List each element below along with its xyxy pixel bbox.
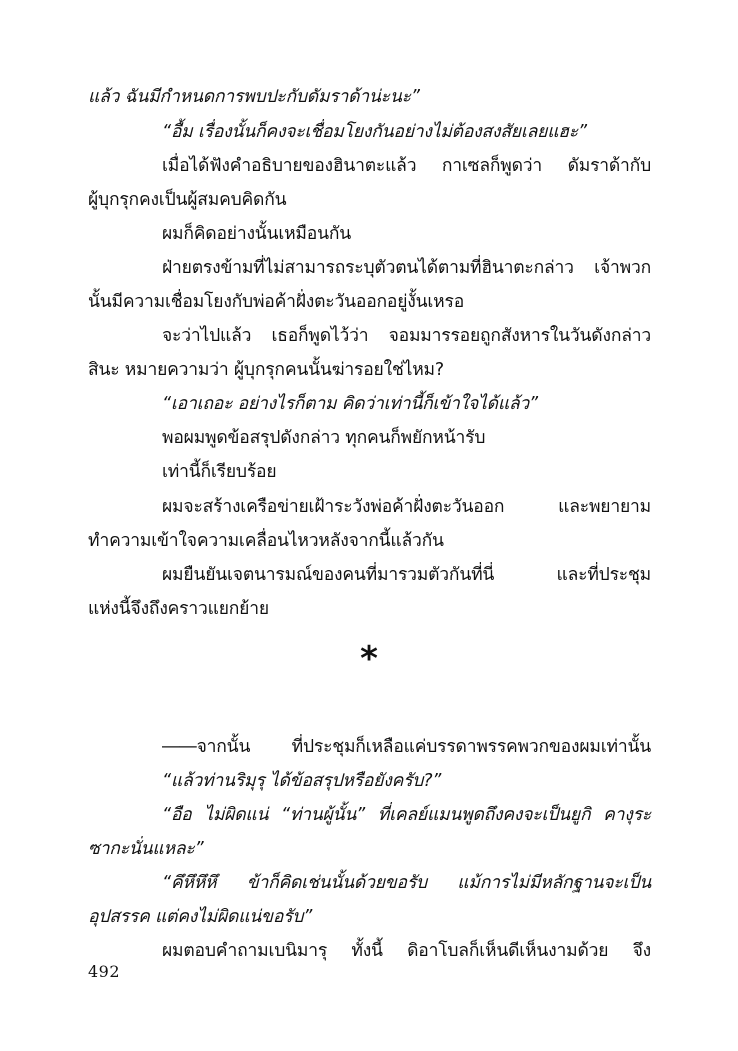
text-line: “คึหึหึหึ ข้าก็คิดเช่นนั้นด้วยขอรับ แม้การไม่มีหลักฐานจะเป็น <box>162 873 651 893</box>
text-line: อุปสรรค แต่คงไม่ผิดแน่ขอรับ” <box>88 907 313 927</box>
text-line: แห่งนี้จึงถึงคราวแยกย้าย <box>88 599 269 619</box>
text-line: ผมจะสร้างเครือข่ายเฝ้าระวังพ่อค้าฝั่งตะวันออก และพยายาม <box>162 497 651 517</box>
text-line: ผมก็คิดอย่างนั้นเหมือนกัน <box>162 224 352 244</box>
text-line: พอผมพูดข้อสรุปดังกล่าว ทุกคนก็พยักหน้ารับ <box>162 428 486 448</box>
text-line: ผมตอบคำถามเบนิมารุ ทั้งนี้ ดิอาโบลก็เห็นดีเห็นงามด้วย จึง <box>162 941 651 961</box>
text-line: “เอาเถอะ อย่างไรก็ตาม คิดว่าเท่านี้ก็เข้าใจได้แล้ว” <box>162 394 538 414</box>
page-number: 492 <box>88 962 121 981</box>
text-line: “อือ ไม่ผิดแน่ “ท่านผู้นั้น” ที่เคลย์แมนพูดถึงคงจะเป็นยูกิ คางุระ <box>162 805 651 825</box>
scene-break-asterisk: * <box>360 639 378 679</box>
text-line: ผู้บุกรุกคงเป็นผู้สมคบคิดกัน <box>88 190 287 210</box>
text-line: ผมยืนยันเจตนารมณ์ของคนที่มารวมตัวกันที่นี่ และที่ประชุม <box>162 565 651 585</box>
text-line: ทำความเข้าใจความเคลื่อนไหวหลังจากนี้แล้วกัน <box>88 531 444 551</box>
text-line: ซากะนั่นแหละ” <box>88 839 204 859</box>
text-line: จะว่าไปแล้ว เธอก็พูดไว้ว่า จอมมารรอยถูกสังหารในวันดังกล่าว <box>162 326 651 346</box>
text-line: เท่านี้ก็เรียบร้อย <box>162 462 277 482</box>
text-line: แล้ว ฉันมีกำหนดการพบปะกับดัมราด้าน่ะนะ” <box>88 87 420 107</box>
text-line: สินะ หมายความว่า ผู้บุกรุกคนนั้นฆ่ารอยใช่ไหม? <box>88 360 444 380</box>
text-line: เมื่อได้ฟังคำอธิบายของฮินาตะแล้ว กาเซลก็พูดว่า ดัมราด้ากับ <box>162 156 651 176</box>
text-line: ――จากนั้น ที่ประชุมก็เหลือแค่บรรดาพรรคพวกของผมเท่านั้น <box>162 737 651 757</box>
text-line: “อื้ม เรื่องนั้นก็คงจะเชื่อมโยงกันอย่างไม่ต้องสงสัยเลยแฮะ” <box>162 122 587 142</box>
text-line: นั้นมีความเชื่อมโยงกับพ่อค้าฝั่งตะวันออกอยู่งั้นเหรอ <box>88 292 465 312</box>
text-line: ฝ่ายตรงข้ามที่ไม่สามารถระบุตัวตนได้ตามที่ฮินาตะกล่าว เจ้าพวก <box>162 258 651 278</box>
text-line: “แล้วท่านริมุรุ ได้ข้อสรุปหรือยังครับ?” <box>162 771 442 791</box>
